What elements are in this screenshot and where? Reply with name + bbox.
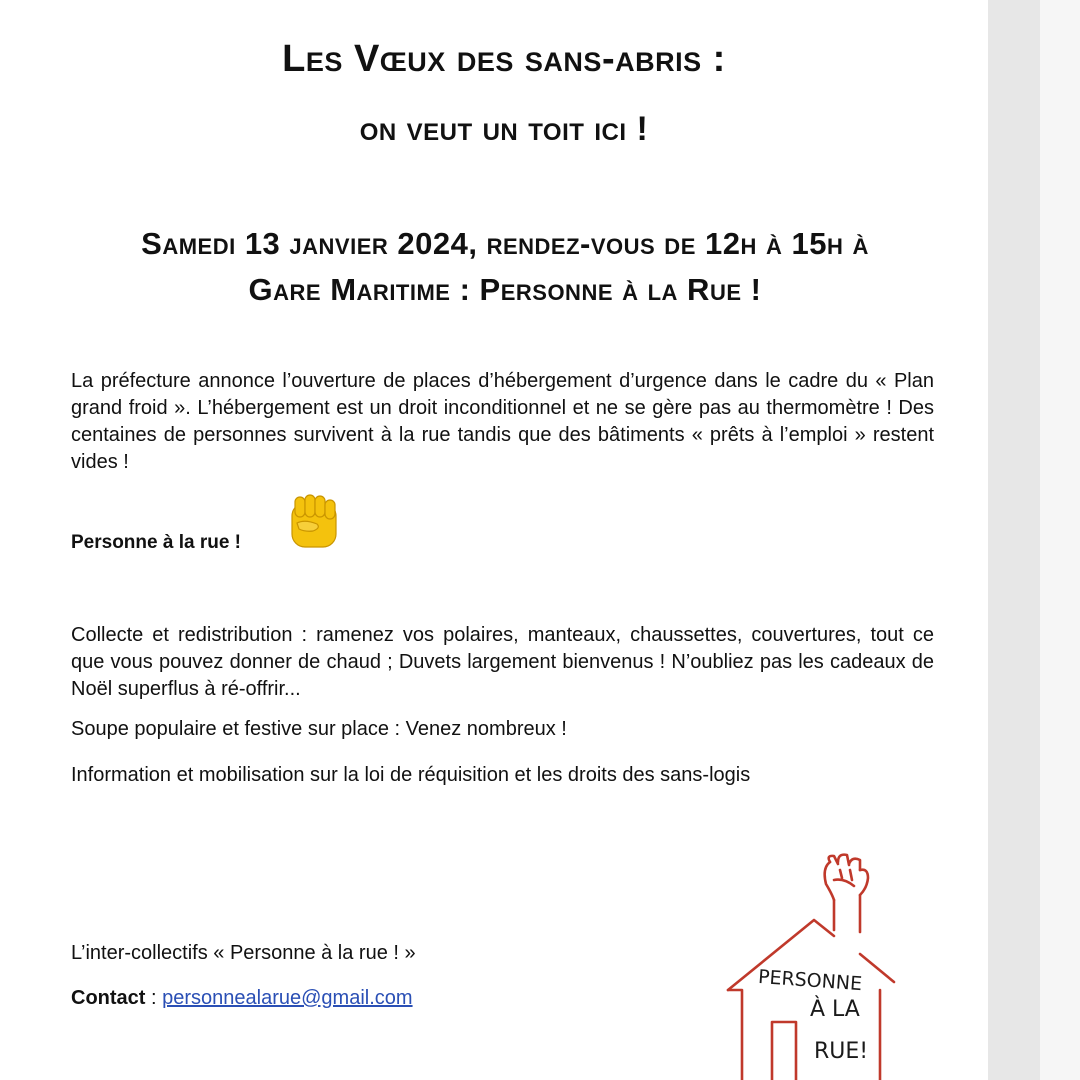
info-line: Information et mobilisation sur la loi de réquisition et les droits des sans-logis bbox=[71, 764, 751, 786]
logo-text-personne: PERSONNE bbox=[757, 965, 863, 996]
raised-fist-icon bbox=[283, 493, 345, 553]
title-line-2: on veut un toit ici ! bbox=[359, 110, 649, 148]
right-edge-strip bbox=[1040, 0, 1080, 1080]
right-margin-strip bbox=[988, 0, 1040, 1080]
collect-paragraph: Collecte et redistribution : ramenez vos polaires, manteaux, chaussettes, couvertures, tout ce que vous pouvez donner de chaud ; Duvets largement bienvenus ! N’oubliez pas les cadeaux de Noël superflus à ré-offrir... bbox=[71, 624, 934, 700]
contact-line bbox=[71, 987, 413, 1010]
logo-text-rue: RUE! bbox=[814, 1039, 869, 1064]
soupe-line: Soupe populaire et festive sur place : Venez nombreux ! bbox=[71, 718, 567, 740]
contact-label: Contact bbox=[71, 987, 146, 1009]
signature: L’inter-collectifs « Personne à la rue ! » bbox=[71, 942, 416, 964]
title-line-1: Les Vœux des sans-abris : bbox=[282, 38, 726, 80]
contact-separator: : bbox=[145, 987, 163, 1009]
intro-paragraph: La préfecture annonce l’ouverture de places d’hébergement d’urgence dans le cadre du « Plan grand froid ». L’hébergement est un droit inconditionnel et ne se gère pas au thermomètre ! Des centaines de personnes survivent à la rue tandis que des bâtiments « prêts à l’emploi » restent vides ! bbox=[71, 370, 934, 473]
logo-text-a-la: À LA bbox=[810, 997, 860, 1022]
event-line-2: Gare Maritime : Personne à la Rue ! bbox=[248, 272, 762, 307]
house-fist-logo bbox=[722, 850, 898, 1080]
email-link[interactable]: personnealarue@gmail.com bbox=[162, 987, 413, 1009]
slogan-text: Personne à la rue ! bbox=[71, 532, 242, 553]
event-line-1: Samedi 13 janvier 2024, rendez-vous de 12h à 15h à bbox=[141, 226, 869, 261]
